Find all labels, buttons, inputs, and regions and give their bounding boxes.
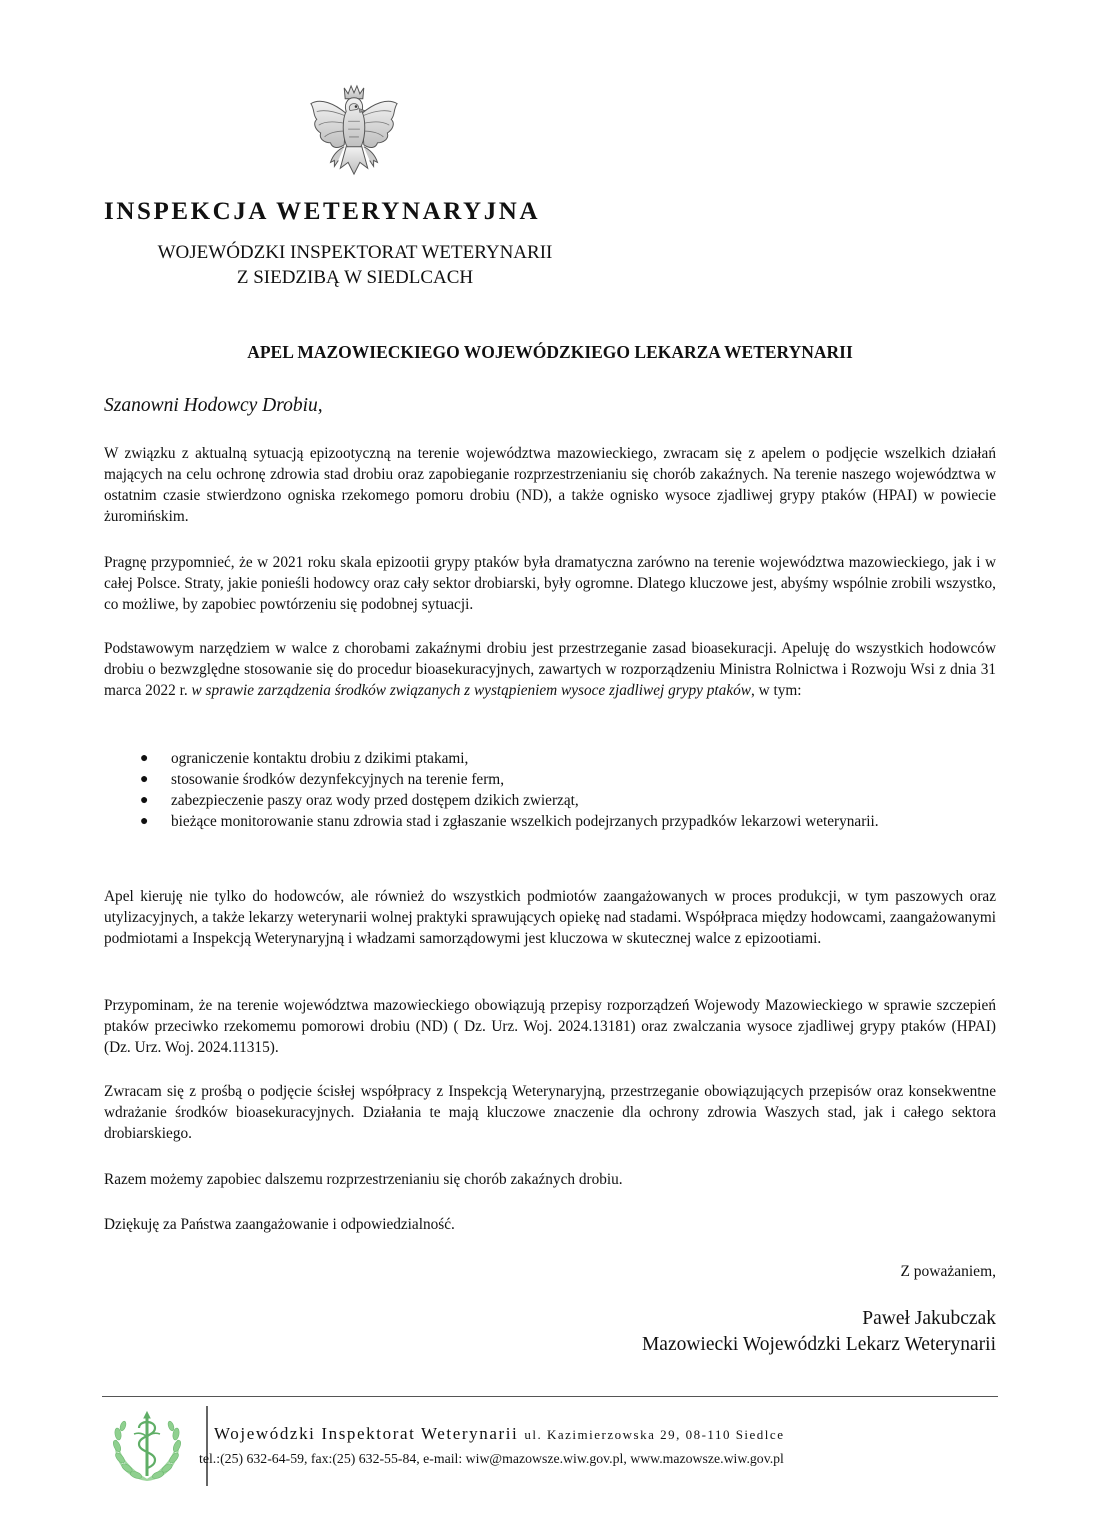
footer-contact: tel.:(25) 632-64-59, fax:(25) 632-55-84, e-mail: wiw@mazowsze.wiw.gov.pl, www.mazowsze.wiw.gov.pl	[199, 1451, 784, 1466]
list-item-text: ograniczenie kontaktu drobiu z dzikimi ptakami,	[171, 750, 469, 767]
paragraph-6-text: Zwracam się z prośbą o podjęcie ścisłej współpracy z Inspekcją Weterynaryjną, przestrzeganie obowiązujących przepisów oraz konsekwentne wdrażanie środków bioasekuracyjnych. Działania te mają kluczowe znaczenie dla ochrony zdrowia Waszych stad, jak i całego sektora drobiarskiego.	[104, 1083, 996, 1142]
paragraph-2	[104, 552, 996, 615]
footer-institution: Wojewódzki Inspektorat Weterynarii	[214, 1424, 519, 1443]
organization-name: INSPEKCJA WETERYNARYJNA	[104, 198, 541, 225]
list-item	[104, 748, 996, 769]
polish-eagle-icon	[305, 80, 403, 188]
paragraph-1-text: W związku z aktualną sytuacją epizootyczną na terenie województwa mazowieckiego, zwracam się z apelem o podjęcie wszelkich działań mających na celu ochronę zdrowia stad drobiu oraz zapobieganie rozprzestrzenianiu się chorób zakaźnych. Na terenie naszego województwa w ostatnim czasie stwierdzono ogniska rzekomego pomoru drobiu (ND), a także ognisko wysoce zjadliwej grypy ptaków (HPAI) w powiecie żuromińskim.	[104, 445, 996, 525]
footer-address: ul. Kazimierzowska 29, 08-110 Siedlce	[524, 1427, 785, 1442]
inspectorate-name: WOJEWÓDZKI INSPEKTORAT WETERYNARII	[157, 242, 553, 263]
inspectorate-seat: Z SIEDZIBĄ W SIEDLCACH	[236, 267, 474, 288]
list-item-text: zabezpieczenie paszy oraz wody przed dostępem dzikich zwierząt,	[171, 792, 579, 809]
paragraph-3	[104, 638, 996, 701]
list-item-text: stosowanie środków dezynfekcyjnych na terenie ferm,	[171, 771, 505, 788]
paragraph-4	[104, 886, 996, 949]
footer-separator	[206, 1406, 208, 1486]
footer-divider	[102, 1396, 998, 1397]
list-item	[104, 811, 996, 832]
paragraph-8	[104, 1214, 996, 1235]
list-item	[104, 769, 996, 790]
regulation-title: w sprawie zarządzenia środków związanych z wystąpieniem wysoce zjadliwej grypy ptaków	[191, 682, 751, 699]
biosecurity-list	[104, 748, 996, 832]
list-item	[104, 790, 996, 811]
caduceus-laurel-icon	[106, 1404, 188, 1486]
paragraph-2-text: Pragnę przypomnieć, że w 2021 roku skala epizootii grypy ptaków była dramatyczna zarówno na terenie województwa mazowieckiego, jak i w całej Polsce. Straty, jakie ponieśli hodowcy oraz cały sektor drobiarski, były ogromne. Dlatego kluczowe jest, abyśmy wspólnie zrobili wszystko, co możliwe, by zapobiec powtórzeniu się podobnej sytuacji.	[104, 554, 996, 613]
bullet-icon: ●	[140, 772, 149, 787]
signatory-title: Mazowiecki Wojewódzki Lekarz Weterynarii	[641, 1334, 996, 1355]
bullet-icon: ●	[140, 793, 149, 808]
paragraph-5-text: Przypominam, że na terenie województwa mazowieckiego obowiązują przepisy rozporządzeń Wojewody Mazowieckiego w sprawie szczepień ptaków przeciwko rzekomemu pomorowi drobiu (ND) ( Dz. Urz. Woj. 2024.13181) oraz zwalczania wysoce zjadliwej grypy ptaków (HPAI) (Dz. Urz. Woj. 2024.11315).	[104, 997, 996, 1056]
bullet-icon: ●	[140, 751, 149, 766]
closing-salutation: Z poważaniem,	[900, 1263, 996, 1280]
footer-address-line	[214, 1424, 784, 1444]
bullet-icon: ●	[140, 814, 149, 829]
greeting: Szanowni Hodowcy Drobiu,	[104, 395, 323, 416]
signatory-name: Paweł Jakubczak	[862, 1308, 996, 1329]
letter-title: APEL MAZOWIECKIEGO WOJEWÓDZKIEGO LEKARZA WETERYNARII	[247, 342, 853, 362]
list-item-text: bieżące monitorowanie stanu zdrowia stad i zgłaszanie wszelkich podejrzanych przypadków lekarzowi weterynarii.	[171, 813, 879, 830]
paragraph-4-text: Apel kieruję nie tylko do hodowców, ale również do wszystkich podmiotów zaangażowanych w proces produkcji, w tym paszowych oraz utylizacyjnych, a także lekarzy weterynarii wolnej praktyki sprawujących opiekę nad stadami. Współpraca między hodowcami, zaangażowanymi podmiotami a Inspekcją Weterynaryjną i władzami samorządowymi jest kluczowa w skutecznej walce z epizootiami.	[104, 888, 996, 947]
paragraph-7	[104, 1169, 996, 1190]
paragraph-7-text: Razem możemy zapobiec dalszemu rozprzestrzenianiu się chorób zakaźnych drobiu.	[104, 1171, 623, 1188]
paragraph-5	[104, 995, 996, 1058]
paragraph-6	[104, 1081, 996, 1144]
paragraph-3-end: , w tym:	[750, 682, 802, 699]
paragraph-3-start: Podstawowym narzędziem w walce z chorobami zakaźnymi drobiu jest przestrzeganie zasad bioasekuracji. Apeluję do wszystkich hodowców drobiu o bezwzględne stosowanie się do procedur bioasekuracyjnych, zawartych w rozporządzeniu Ministra Rolnictwa i Rozwoju Wsi z dnia 31 marca 2022 r.	[104, 640, 996, 699]
paragraph-1	[104, 443, 996, 527]
paragraph-3-text	[104, 638, 996, 701]
paragraph-8-text: Dziękuję za Państwa zaangażowanie i odpowiedzialność.	[104, 1216, 455, 1233]
